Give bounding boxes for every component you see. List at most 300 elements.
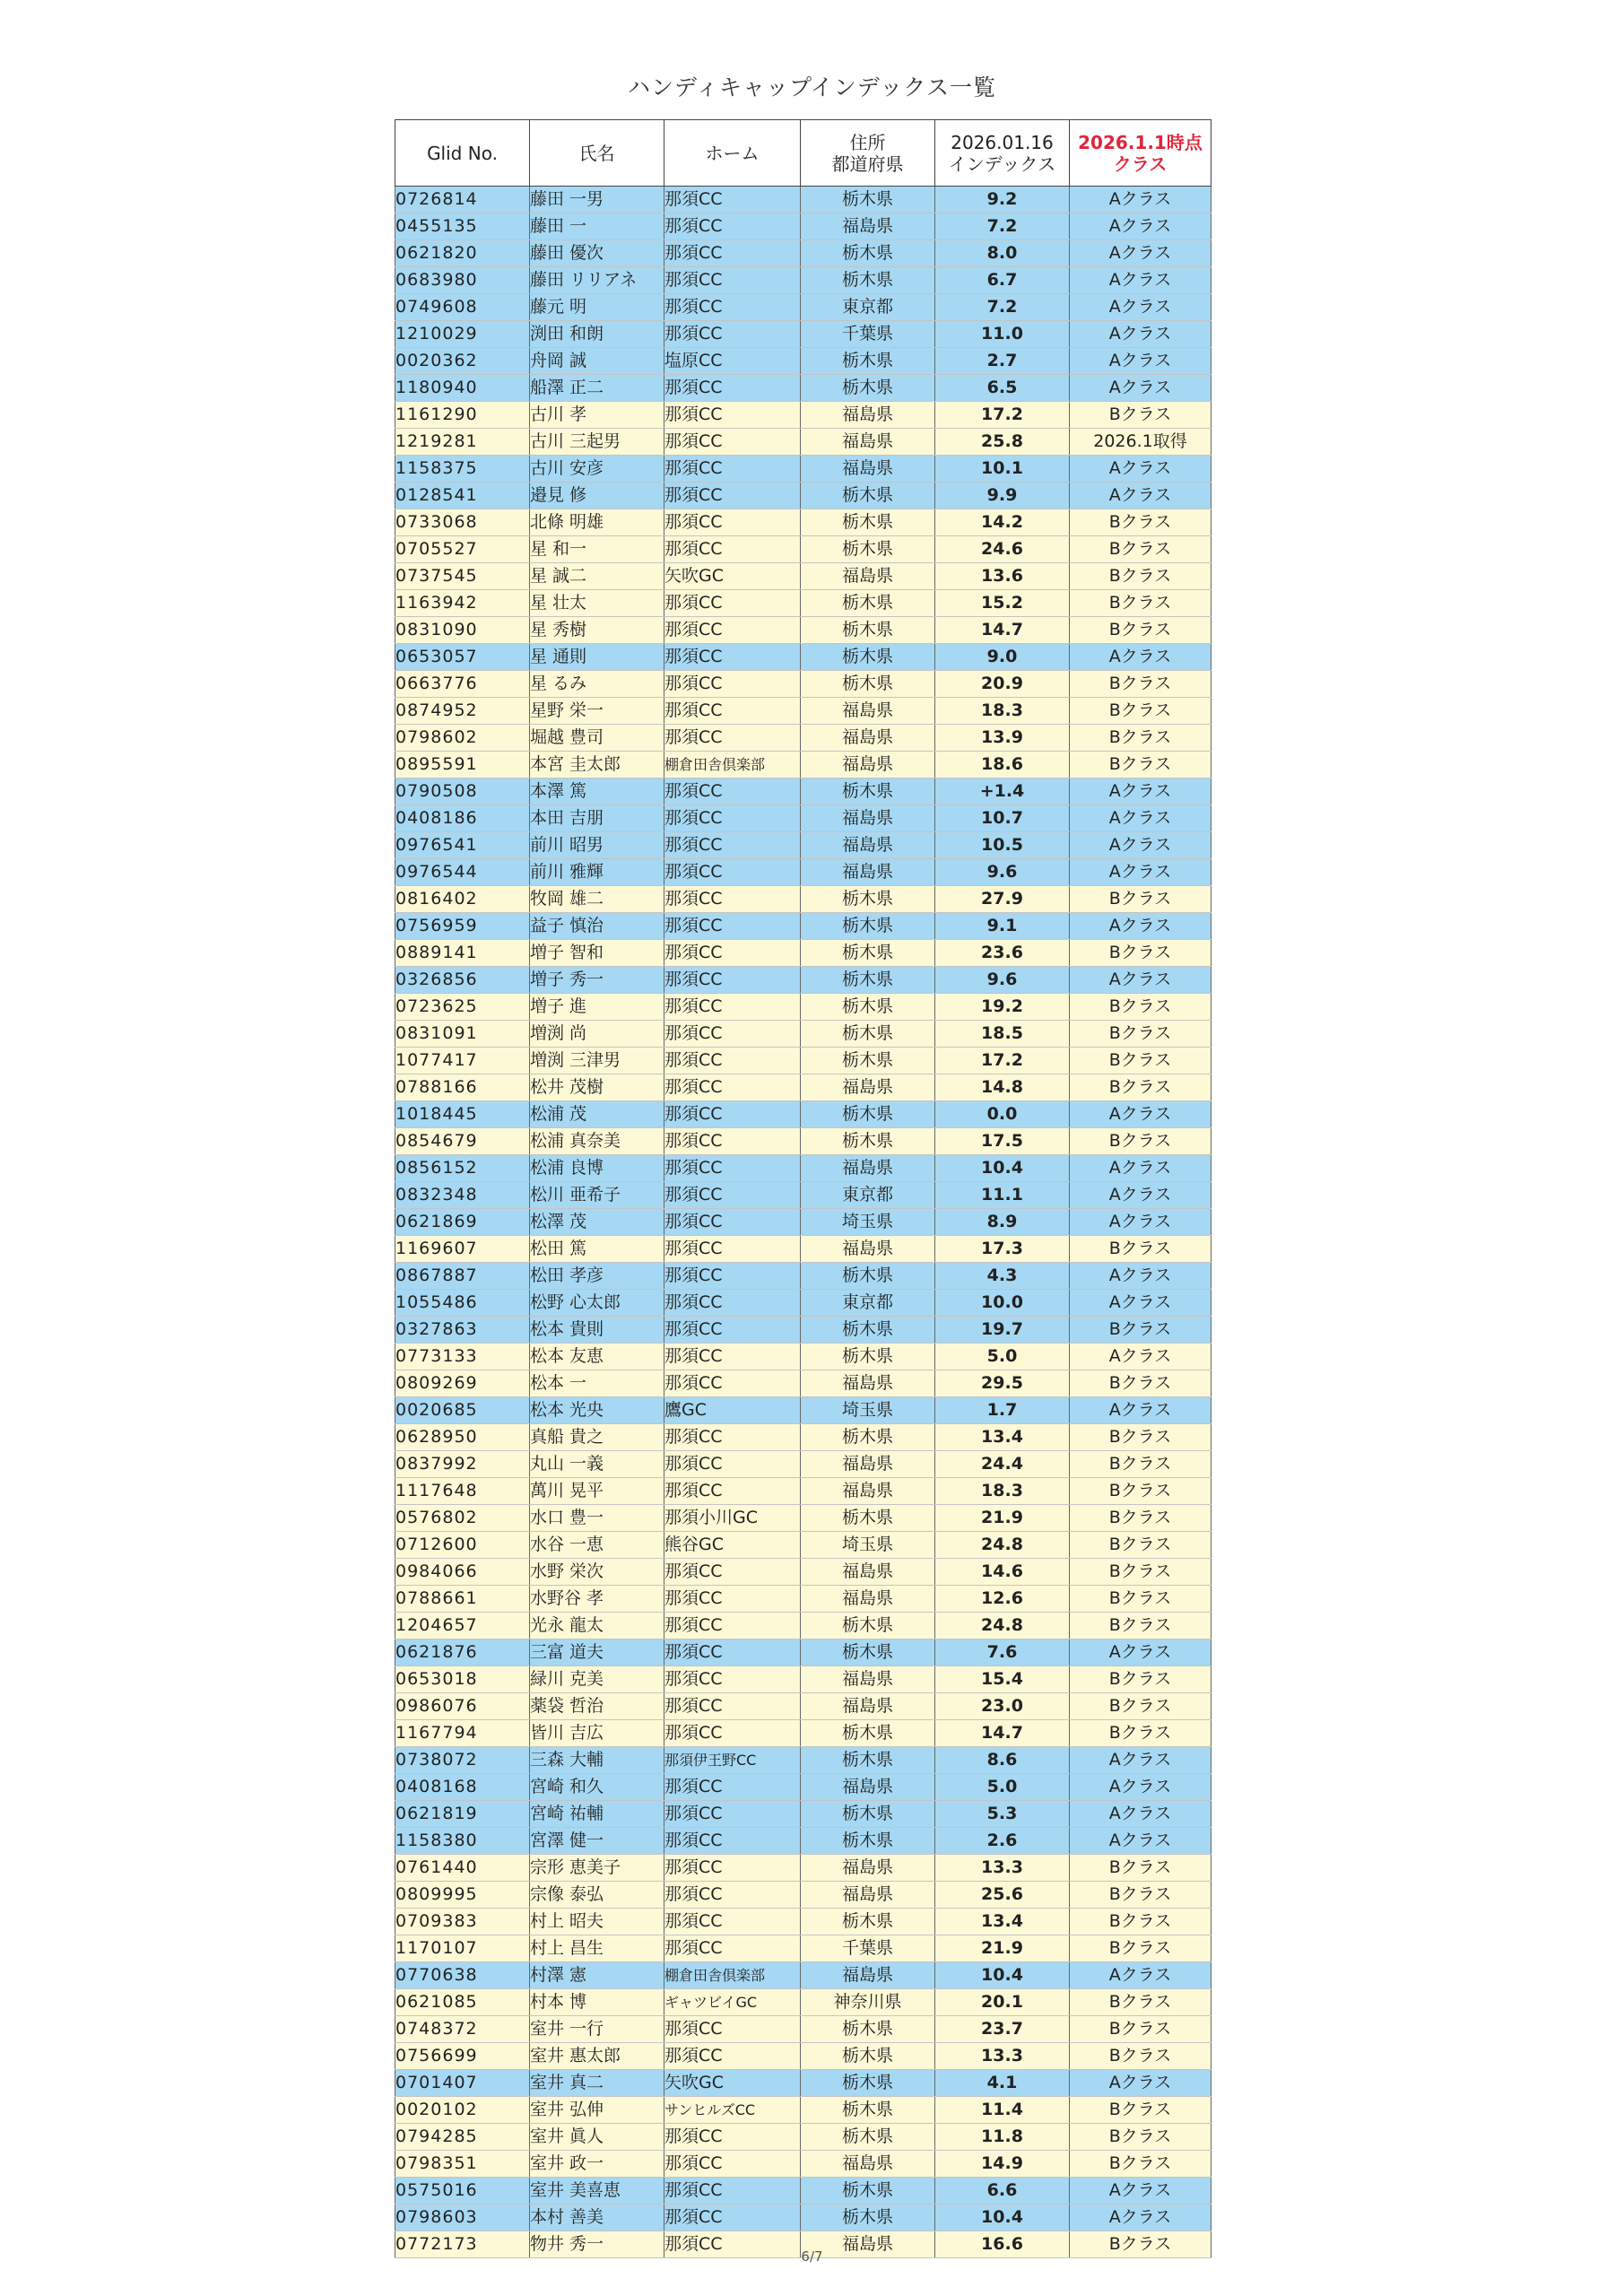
- class-cell: Bクラス: [1070, 1935, 1211, 1962]
- table-row: [395, 644, 1211, 671]
- index-cell: 19.2: [935, 994, 1070, 1021]
- glid-cell: 0020102: [395, 2097, 530, 2124]
- home-cell: 那須CC: [664, 1209, 801, 1236]
- prefecture-cell: 栃木県: [801, 1801, 935, 1828]
- class-cell: Bクラス: [1070, 1666, 1211, 1693]
- index-cell: 14.8: [935, 1074, 1070, 1101]
- name-cell: 室井 美喜恵: [530, 2178, 664, 2205]
- home-cell: 那須CC: [664, 859, 801, 886]
- name-cell: 真船 貴之: [530, 1424, 664, 1451]
- glid-cell: 0653057: [395, 644, 530, 671]
- index-cell: 13.4: [935, 1424, 1070, 1451]
- class-cell: Aクラス: [1070, 859, 1211, 886]
- glid-cell: 0773133: [395, 1344, 530, 1370]
- index-cell: 13.3: [935, 1855, 1070, 1882]
- name-cell: 宮崎 祐輔: [530, 1801, 664, 1828]
- table-row: [395, 1505, 1211, 1532]
- name-cell: 村本 博: [530, 1989, 664, 2016]
- index-cell: 14.7: [935, 1720, 1070, 1747]
- index-cell: 9.2: [935, 187, 1070, 213]
- index-cell: 11.1: [935, 1182, 1070, 1209]
- prefecture-cell: 神奈川県: [801, 1989, 935, 2016]
- class-cell: Aクラス: [1070, 832, 1211, 859]
- index-cell: 13.9: [935, 725, 1070, 752]
- index-cell: 27.9: [935, 886, 1070, 913]
- index-cell: 24.8: [935, 1613, 1070, 1639]
- table-row: [395, 2097, 1211, 2124]
- glid-cell: 0738072: [395, 1747, 530, 1774]
- home-cell: 那須CC: [664, 940, 801, 967]
- prefecture-cell: 福島県: [801, 1451, 935, 1478]
- index-cell: 21.9: [935, 1935, 1070, 1962]
- name-cell: 緑川 克美: [530, 1666, 664, 1693]
- prefecture-cell: 福島県: [801, 1370, 935, 1397]
- index-cell: 17.5: [935, 1128, 1070, 1155]
- glid-cell: 0984066: [395, 1559, 530, 1586]
- table-row: [395, 2151, 1211, 2178]
- home-cell: 那須CC: [664, 1317, 801, 1344]
- glid-cell: 0788166: [395, 1074, 530, 1101]
- home-cell: 那須CC: [664, 1236, 801, 1263]
- class-cell: Bクラス: [1070, 2124, 1211, 2151]
- name-cell: 室井 政一: [530, 2151, 664, 2178]
- class-cell: Bクラス: [1070, 994, 1211, 1021]
- name-cell: 藤田 一男: [530, 187, 664, 213]
- home-cell: 那須CC: [664, 698, 801, 725]
- index-cell: 10.4: [935, 1962, 1070, 1989]
- prefecture-cell: 福島県: [801, 1586, 935, 1613]
- prefecture-cell: 栃木県: [801, 1505, 935, 1532]
- glid-cell: 0701407: [395, 2070, 530, 2097]
- table-row: [395, 1801, 1211, 1828]
- index-cell: 10.1: [935, 456, 1070, 483]
- prefecture-cell: 栃木県: [801, 2205, 935, 2231]
- glid-cell: 0621085: [395, 1989, 530, 2016]
- glid-cell: 1163942: [395, 590, 530, 617]
- name-cell: 星 壮太: [530, 590, 664, 617]
- home-cell: 那須CC: [664, 402, 801, 429]
- home-cell: 那須CC: [664, 2124, 801, 2151]
- table-row: [395, 429, 1211, 456]
- name-cell: 松浦 真奈美: [530, 1128, 664, 1155]
- table-row: [395, 456, 1211, 483]
- home-cell: 那須CC: [664, 671, 801, 698]
- index-cell: 17.3: [935, 1236, 1070, 1263]
- glid-cell: 0770638: [395, 1962, 530, 1989]
- table-row: [395, 1290, 1211, 1317]
- table-row: [395, 536, 1211, 563]
- class-cell: Aクラス: [1070, 375, 1211, 402]
- index-cell: 14.6: [935, 1559, 1070, 1586]
- index-cell: 6.5: [935, 375, 1070, 402]
- index-cell: 10.0: [935, 1290, 1070, 1317]
- home-cell: 矢吹GC: [664, 2070, 801, 2097]
- class-cell: Bクラス: [1070, 1128, 1211, 1155]
- home-cell: 那須CC: [664, 1155, 801, 1182]
- class-cell: Aクラス: [1070, 1263, 1211, 1290]
- index-cell: 5.3: [935, 1801, 1070, 1828]
- table-row: [395, 1155, 1211, 1182]
- glid-cell: 0020685: [395, 1397, 530, 1424]
- home-cell: 那須CC: [664, 1559, 801, 1586]
- home-cell: 棚倉田舎倶楽部: [664, 1962, 801, 1989]
- class-cell: Aクラス: [1070, 1155, 1211, 1182]
- prefecture-cell: 栃木県: [801, 967, 935, 994]
- glid-cell: 0798602: [395, 725, 530, 752]
- class-cell: Aクラス: [1070, 321, 1211, 348]
- name-cell: 宮澤 健一: [530, 1828, 664, 1855]
- name-cell: 水野 栄次: [530, 1559, 664, 1586]
- glid-cell: 0895591: [395, 752, 530, 778]
- name-cell: 宗形 恵美子: [530, 1855, 664, 1882]
- home-cell: 那須CC: [664, 294, 801, 321]
- glid-cell: 0621819: [395, 1801, 530, 1828]
- name-cell: 増子 智和: [530, 940, 664, 967]
- home-cell: 那須CC: [664, 1693, 801, 1720]
- prefecture-cell: 栃木県: [801, 1128, 935, 1155]
- prefecture-cell: 栃木県: [801, 644, 935, 671]
- table-row: [395, 1693, 1211, 1720]
- glid-cell: 1180940: [395, 375, 530, 402]
- table-row: [395, 1451, 1211, 1478]
- name-cell: 星 和一: [530, 536, 664, 563]
- table-row: [395, 267, 1211, 294]
- glid-cell: 1055486: [395, 1290, 530, 1317]
- index-cell: 10.5: [935, 832, 1070, 859]
- index-cell: 9.9: [935, 483, 1070, 509]
- table-row: [395, 1532, 1211, 1559]
- class-cell: Aクラス: [1070, 1774, 1211, 1801]
- prefecture-cell: 栃木県: [801, 2070, 935, 2097]
- name-cell: 室井 惠太郎: [530, 2043, 664, 2070]
- table-row: [395, 2124, 1211, 2151]
- glid-cell: 1117648: [395, 1478, 530, 1505]
- home-cell: 那須CC: [664, 456, 801, 483]
- class-cell: Bクラス: [1070, 509, 1211, 536]
- index-cell: 7.6: [935, 1639, 1070, 1666]
- class-cell: Aクラス: [1070, 1101, 1211, 1128]
- name-cell: 星 秀樹: [530, 617, 664, 644]
- glid-cell: 0621869: [395, 1209, 530, 1236]
- class-cell: Bクラス: [1070, 698, 1211, 725]
- name-cell: 松本 光央: [530, 1397, 664, 1424]
- name-cell: 舟岡 誠: [530, 348, 664, 375]
- prefecture-cell: 千葉県: [801, 1935, 935, 1962]
- class-cell: Bクラス: [1070, 671, 1211, 698]
- glid-cell: 0798603: [395, 2205, 530, 2231]
- table-row: [395, 1882, 1211, 1909]
- name-cell: 宮崎 和久: [530, 1774, 664, 1801]
- glid-cell: 0837992: [395, 1451, 530, 1478]
- home-cell: 那須CC: [664, 429, 801, 456]
- prefecture-cell: 栃木県: [801, 2043, 935, 2070]
- index-cell: +1.4: [935, 778, 1070, 805]
- table-row: [395, 617, 1211, 644]
- index-cell: 18.3: [935, 1478, 1070, 1505]
- name-cell: 星野 栄一: [530, 698, 664, 725]
- table-row: [395, 321, 1211, 348]
- glid-cell: 0798351: [395, 2151, 530, 2178]
- table-row: [395, 967, 1211, 994]
- name-cell: 本澤 篤: [530, 778, 664, 805]
- name-cell: 三富 道夫: [530, 1639, 664, 1666]
- class-cell: Bクラス: [1070, 2097, 1211, 2124]
- index-cell: 5.0: [935, 1774, 1070, 1801]
- index-cell: 15.2: [935, 590, 1070, 617]
- glid-cell: 0733068: [395, 509, 530, 536]
- prefecture-cell: 福島県: [801, 1693, 935, 1720]
- home-cell: 那須CC: [664, 1263, 801, 1290]
- index-cell: 11.0: [935, 321, 1070, 348]
- class-cell: Bクラス: [1070, 1021, 1211, 1048]
- index-cell: 19.7: [935, 1317, 1070, 1344]
- glid-cell: 0628950: [395, 1424, 530, 1451]
- class-cell: Bクラス: [1070, 1424, 1211, 1451]
- home-cell: 那須CC: [664, 375, 801, 402]
- name-cell: 益子 慎治: [530, 913, 664, 940]
- home-cell: 那須CC: [664, 1451, 801, 1478]
- table-row: [395, 698, 1211, 725]
- table-row: [395, 752, 1211, 778]
- index-cell: 20.1: [935, 1989, 1070, 2016]
- name-cell: 皆川 吉広: [530, 1720, 664, 1747]
- table-row: [395, 1666, 1211, 1693]
- prefecture-cell: 東京都: [801, 1182, 935, 1209]
- name-cell: 物井 秀一: [530, 2231, 664, 2258]
- table-row: [395, 1586, 1211, 1613]
- table-row: [395, 1128, 1211, 1155]
- table-row: [395, 1828, 1211, 1855]
- glid-cell: 0976541: [395, 832, 530, 859]
- class-cell: Aクラス: [1070, 1290, 1211, 1317]
- home-cell: 那須CC: [664, 509, 801, 536]
- home-cell: 那須CC: [664, 1128, 801, 1155]
- prefecture-cell: 栃木県: [801, 1613, 935, 1639]
- home-cell: 那須CC: [664, 913, 801, 940]
- class-cell: Aクラス: [1070, 1747, 1211, 1774]
- prefecture-cell: 福島県: [801, 698, 935, 725]
- glid-cell: 0831090: [395, 617, 530, 644]
- table-row: [395, 1720, 1211, 1747]
- name-cell: 本田 吉朋: [530, 805, 664, 832]
- prefecture-cell: 福島県: [801, 1962, 935, 1989]
- glid-cell: 0986076: [395, 1693, 530, 1720]
- class-cell: Bクラス: [1070, 1613, 1211, 1639]
- name-cell: 前川 雅輝: [530, 859, 664, 886]
- prefecture-cell: 栃木県: [801, 2178, 935, 2205]
- glid-cell: 0709383: [395, 1909, 530, 1935]
- table-row: [395, 590, 1211, 617]
- name-cell: 星 るみ: [530, 671, 664, 698]
- home-cell: 那須CC: [664, 1101, 801, 1128]
- home-cell: 那須CC: [664, 1774, 801, 1801]
- class-cell: Bクラス: [1070, 1855, 1211, 1882]
- prefecture-cell: 栃木県: [801, 1344, 935, 1370]
- name-cell: 室井 眞人: [530, 2124, 664, 2151]
- prefecture-cell: 福島県: [801, 1155, 935, 1182]
- glid-cell: 1018445: [395, 1101, 530, 1128]
- home-cell: 那須CC: [664, 994, 801, 1021]
- table-row: [395, 2070, 1211, 2097]
- index-cell: 23.6: [935, 940, 1070, 967]
- index-cell: 10.4: [935, 1155, 1070, 1182]
- index-cell: 11.4: [935, 2097, 1070, 2124]
- class-cell: Bクラス: [1070, 563, 1211, 590]
- prefecture-cell: 福島県: [801, 725, 935, 752]
- table-row: [395, 1935, 1211, 1962]
- class-cell: Bクラス: [1070, 1478, 1211, 1505]
- glid-cell: 0712600: [395, 1532, 530, 1559]
- home-cell: 那須CC: [664, 1370, 801, 1397]
- prefecture-cell: 栃木県: [801, 483, 935, 509]
- class-cell: Aクラス: [1070, 213, 1211, 240]
- home-cell: 那須CC: [664, 1613, 801, 1639]
- name-cell: 松浦 良博: [530, 1155, 664, 1182]
- home-cell: 那須CC: [664, 617, 801, 644]
- home-cell: 那須CC: [664, 1424, 801, 1451]
- name-cell: 村上 昌生: [530, 1935, 664, 1962]
- class-cell: Bクラス: [1070, 1532, 1211, 1559]
- table-row: [395, 913, 1211, 940]
- table-row: [395, 1074, 1211, 1101]
- home-cell: 那須CC: [664, 2231, 801, 2258]
- home-cell: 那須CC: [664, 778, 801, 805]
- home-cell: 那須CC: [664, 267, 801, 294]
- glid-cell: 0832348: [395, 1182, 530, 1209]
- table-row: [395, 1182, 1211, 1209]
- prefecture-cell: 栃木県: [801, 778, 935, 805]
- prefecture-cell: 栃木県: [801, 1021, 935, 1048]
- glid-cell: 0809269: [395, 1370, 530, 1397]
- class-cell: Aクラス: [1070, 967, 1211, 994]
- glid-cell: 1170107: [395, 1935, 530, 1962]
- name-cell: 村澤 憲: [530, 1962, 664, 1989]
- glid-cell: 0794285: [395, 2124, 530, 2151]
- class-cell: Aクラス: [1070, 456, 1211, 483]
- table-row: [395, 2043, 1211, 2070]
- glid-cell: 0408186: [395, 805, 530, 832]
- index-cell: 23.7: [935, 2016, 1070, 2043]
- table-row: [395, 1962, 1211, 1989]
- prefecture-cell: 栃木県: [801, 913, 935, 940]
- table-row: [395, 1236, 1211, 1263]
- glid-cell: 1077417: [395, 1048, 530, 1074]
- prefecture-cell: 福島県: [801, 752, 935, 778]
- name-cell: 松本 一: [530, 1370, 664, 1397]
- class-cell: Aクラス: [1070, 1801, 1211, 1828]
- index-cell: 6.7: [935, 267, 1070, 294]
- table-row: [395, 1774, 1211, 1801]
- class-cell: Aクラス: [1070, 805, 1211, 832]
- table-row: [395, 2205, 1211, 2231]
- table-row: [395, 778, 1211, 805]
- name-cell: 松澤 茂: [530, 1209, 664, 1236]
- class-cell: Bクラス: [1070, 1236, 1211, 1263]
- glid-cell: 1169607: [395, 1236, 530, 1263]
- header-prefecture: 住所 都道府県: [801, 120, 935, 187]
- prefecture-cell: 福島県: [801, 429, 935, 456]
- table-row: [395, 402, 1211, 429]
- glid-cell: 0761440: [395, 1855, 530, 1882]
- index-cell: 4.1: [935, 2070, 1070, 2097]
- page-title: ハンディキャップインデックス一覧: [627, 74, 996, 100]
- home-cell: 塩原CC: [664, 348, 801, 375]
- glid-cell: 0455135: [395, 213, 530, 240]
- table-row: [395, 859, 1211, 886]
- prefecture-cell: 福島県: [801, 1855, 935, 1882]
- home-cell: 那須CC: [664, 2151, 801, 2178]
- prefecture-cell: 栃木県: [801, 348, 935, 375]
- index-cell: 14.9: [935, 2151, 1070, 2178]
- glid-cell: 0854679: [395, 1128, 530, 1155]
- home-cell: 那須CC: [664, 240, 801, 267]
- index-cell: 24.8: [935, 1532, 1070, 1559]
- prefecture-cell: 栃木県: [801, 1101, 935, 1128]
- home-cell: 那須CC: [664, 590, 801, 617]
- table-row: [395, 1855, 1211, 1882]
- class-cell: Bクラス: [1070, 1586, 1211, 1613]
- prefecture-cell: 栃木県: [801, 187, 935, 213]
- home-cell: 熊谷GC: [664, 1532, 801, 1559]
- home-cell: 那須CC: [664, 1586, 801, 1613]
- glid-cell: 0737545: [395, 563, 530, 590]
- class-cell: Bクラス: [1070, 1451, 1211, 1478]
- index-cell: 1.7: [935, 1397, 1070, 1424]
- table-row: [395, 1989, 1211, 2016]
- name-cell: 増子 進: [530, 994, 664, 1021]
- table-row: [395, 187, 1211, 213]
- table-row: [395, 725, 1211, 752]
- prefecture-cell: 栃木県: [801, 267, 935, 294]
- home-cell: 那須CC: [664, 805, 801, 832]
- index-cell: 13.6: [935, 563, 1070, 590]
- index-cell: 2.7: [935, 348, 1070, 375]
- home-cell: 那須CC: [664, 1639, 801, 1666]
- index-cell: 23.0: [935, 1693, 1070, 1720]
- home-cell: 那須CC: [664, 1048, 801, 1074]
- class-cell: Aクラス: [1070, 240, 1211, 267]
- index-cell: 17.2: [935, 402, 1070, 429]
- glid-cell: 0856152: [395, 1155, 530, 1182]
- prefecture-cell: 栃木県: [801, 886, 935, 913]
- glid-cell: 0809995: [395, 1882, 530, 1909]
- table-row: [395, 213, 1211, 240]
- glid-cell: 0723625: [395, 994, 530, 1021]
- name-cell: 室井 真二: [530, 2070, 664, 2097]
- table-row: [395, 940, 1211, 967]
- home-cell: 那須CC: [664, 1182, 801, 1209]
- index-cell: 8.0: [935, 240, 1070, 267]
- index-cell: 29.5: [935, 1370, 1070, 1397]
- prefecture-cell: 埼玉県: [801, 1532, 935, 1559]
- name-cell: 北條 明雄: [530, 509, 664, 536]
- glid-cell: 0683980: [395, 267, 530, 294]
- prefecture-cell: 栃木県: [801, 1747, 935, 1774]
- prefecture-cell: 栃木県: [801, 1828, 935, 1855]
- glid-cell: 1204657: [395, 1613, 530, 1639]
- name-cell: 藤田 優次: [530, 240, 664, 267]
- class-cell: Bクラス: [1070, 1989, 1211, 2016]
- index-cell: 9.0: [935, 644, 1070, 671]
- index-cell: 4.3: [935, 1263, 1070, 1290]
- table-row: [395, 375, 1211, 402]
- class-cell: Bクラス: [1070, 1559, 1211, 1586]
- index-cell: 11.8: [935, 2124, 1070, 2151]
- prefecture-cell: 栃木県: [801, 1424, 935, 1451]
- name-cell: 松本 友恵: [530, 1344, 664, 1370]
- glid-cell: 0748372: [395, 2016, 530, 2043]
- name-cell: 増渕 尚: [530, 1021, 664, 1048]
